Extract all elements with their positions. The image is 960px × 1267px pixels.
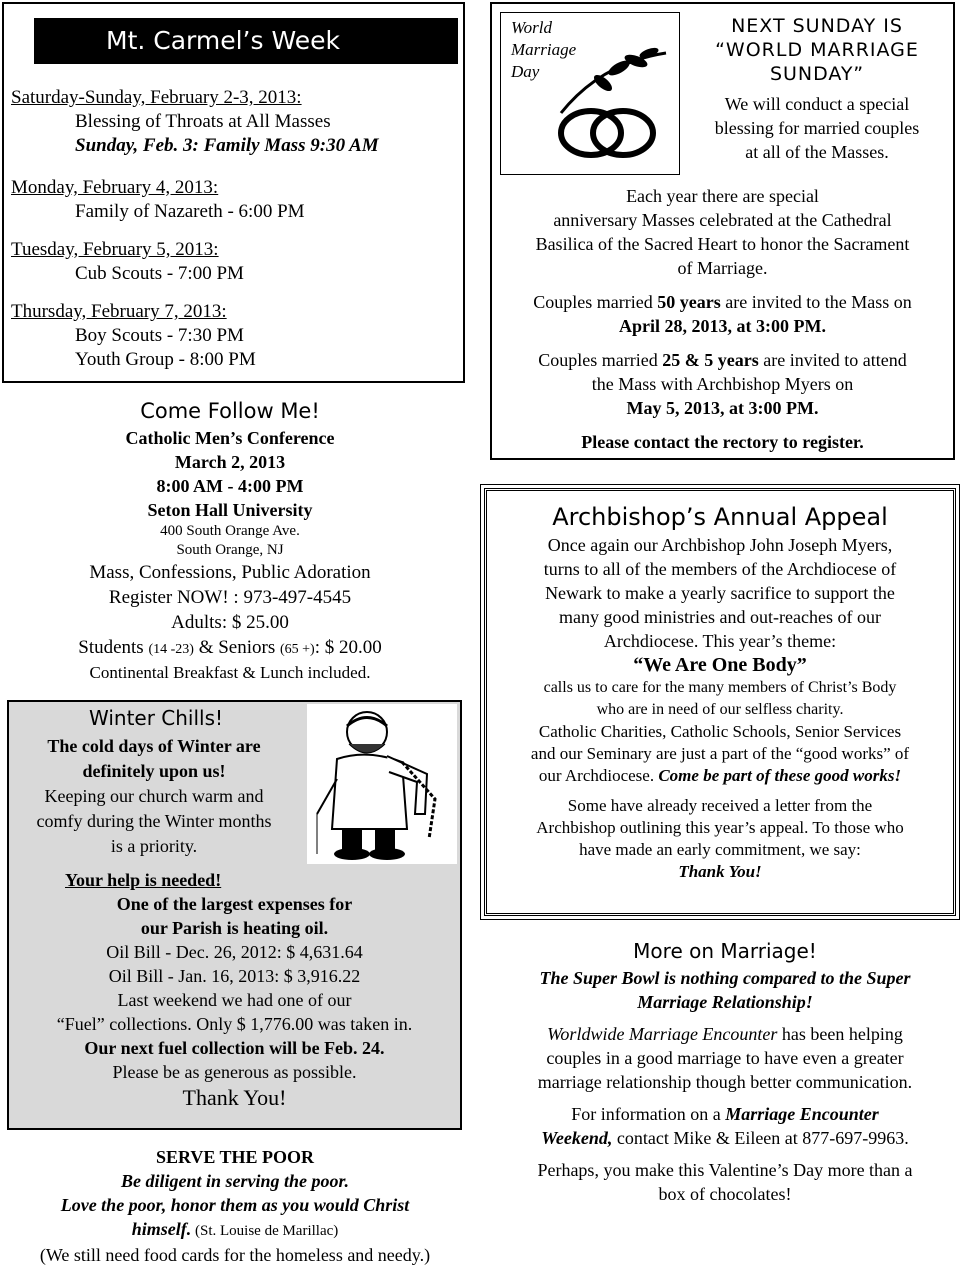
appeal-line: Archbishop outlining this year’s appeal. To those who: [536, 818, 904, 837]
super-bowl-line: The Super Bowl is nothing compared to the Super: [539, 968, 911, 988]
expense-line: One of the largest expenses for: [116, 894, 353, 914]
valentine-line: Perhaps, you make this Valentine’s Day more than a: [537, 1160, 913, 1180]
couples-50: Couples married 50 years are invited to the Mass on: [533, 292, 912, 312]
appeal-line: our Archdiocese. Come be part of these good works!: [538, 766, 902, 785]
blessing-line: blessing for married couples: [714, 118, 920, 138]
encounter-line: Worldwide Marriage Encounter has been helping: [547, 1024, 903, 1044]
section-title: More on Marriage!: [633, 939, 817, 963]
section-title: Come Follow Me!: [140, 399, 320, 423]
event-venue: Seton Hall University: [147, 500, 313, 520]
event-name: Catholic Men’s Conference: [125, 428, 335, 448]
encounter-line: marriage relationship though better communication.: [537, 1072, 913, 1092]
world-marriage-day-logo: World Marriage Day: [500, 12, 680, 175]
super-bowl-line: Marriage Relationship!: [637, 992, 813, 1012]
meals-note: Continental Breakfast & Lunch included.: [89, 663, 371, 682]
event-activities: Mass, Confessions, Public Adoration: [89, 562, 371, 583]
week-item-heading: Monday, February 4, 2013:: [11, 177, 219, 198]
section-title: Archbishop’s Annual Appeal: [552, 503, 888, 531]
blessing-line: We will conduct a special: [724, 94, 910, 114]
anniversary-line: anniversary Masses celebrated at the Cathedral: [553, 210, 892, 230]
event-date: March 2, 2013: [174, 452, 286, 472]
week-item: [11, 176, 305, 224]
appeal-line: who are in need of our selfless charity.: [596, 701, 844, 718]
couples-25-line: the Mass with Archbishop Myers on: [591, 374, 854, 394]
winter-bold-line: The cold days of Winter are: [47, 736, 261, 756]
week-item: [11, 300, 256, 372]
week-item-line: Sunday, Feb. 3: Family Mass 9:30 AM: [75, 135, 379, 156]
wedding-rings-icon: [541, 43, 676, 171]
appeal-thanks: Thank You!: [678, 862, 762, 881]
week-item-line: Family of Nazareth - 6:00 PM: [75, 201, 305, 222]
serve-the-poor-section: [0, 1145, 470, 1267]
anniversary-line: of Marriage.: [677, 258, 768, 278]
ice-fisherman-illustration: [307, 704, 457, 864]
quote-line: Be diligent in serving the poor.: [120, 1171, 350, 1191]
week-banner: Mt. Carmel’s Week: [34, 18, 458, 64]
week-item: [11, 238, 244, 286]
quote-line: himself. (St. Louise de Marillac): [131, 1219, 339, 1239]
week-item-line: Youth Group - 8:00 PM: [75, 349, 256, 370]
contact-line: Weekend, contact Mike & Eileen at 877-697-9963.: [541, 1128, 909, 1148]
thank-you: Thank You!: [182, 1085, 287, 1110]
couples-50-date: April 28, 2013, at 3:00 PM.: [619, 316, 826, 336]
oil-bill: Oil Bill - Dec. 26, 2012: $ 4,631.64: [106, 942, 363, 962]
week-item-line: Cub Scouts - 7:00 PM: [75, 263, 244, 284]
appeal-line: Some have already received a letter from the: [567, 796, 873, 815]
anniversary-line: Each year there are special: [626, 186, 819, 206]
price-students: Students (14 -23) & Seniors (65 +): $ 20.00: [78, 637, 382, 658]
winter-text-line: is a priority.: [110, 836, 198, 856]
register-phone: Register NOW! : 973-497-4545: [108, 587, 352, 608]
collection-line: “Fuel” collections. Only $ 1,776.00 was taken in.: [56, 1014, 413, 1034]
event-time: 8:00 AM - 4:00 PM: [156, 476, 304, 496]
world-marriage-box: [490, 2, 955, 460]
appeal-line: Catholic Charities, Catholic Schools, Senior Services: [538, 722, 902, 741]
next-sunday-heading: SUNDAY”: [769, 63, 865, 85]
section-title: Winter Chills!: [89, 706, 224, 730]
appeal-line: and our Seminary are just a part of the “good works” of: [530, 744, 910, 763]
next-sunday-heading: “WORLD MARRIAGE: [715, 39, 919, 61]
week-item-heading: Thursday, February 7, 2013:: [11, 301, 227, 322]
appeal-line: have made an early commitment, we say:: [579, 840, 861, 859]
expense-line: our Parish is heating oil.: [140, 918, 329, 938]
contact-line: For information on a Marriage Encounter: [571, 1104, 879, 1124]
appeal-line: Newark to make a yearly sacrifice to support the: [545, 583, 895, 603]
winter-bold-line: definitely upon us!: [82, 761, 226, 781]
week-item-heading: Saturday-Sunday, February 2-3, 2013:: [11, 87, 302, 108]
week-item-heading: Tuesday, February 5, 2013:: [11, 239, 219, 260]
couples-25: Couples married 25 & 5 years are invited to attend: [538, 350, 907, 370]
mens-conference-section: [40, 396, 420, 684]
more-on-marriage-section: [490, 936, 960, 1206]
section-title: SERVE THE POOR: [155, 1147, 315, 1167]
next-collection: Our next fuel collection will be Feb. 24.: [84, 1038, 385, 1058]
appeal-theme: “We Are One Body”: [633, 654, 807, 676]
help-needed: Your help is needed!: [65, 870, 222, 890]
oil-bill: Oil Bill - Jan. 16, 2013: $ 3,916.22: [108, 966, 361, 986]
appeal-line: many good ministries and out-reaches of our: [559, 607, 881, 627]
quote-line: Love the poor, honor them as you would Christ: [60, 1195, 410, 1215]
appeal-line: Once again our Archbishop John Joseph Myers,: [547, 535, 893, 555]
food-cards-note: (We still need food cards for the homeless and needy.): [39, 1245, 431, 1265]
event-city: South Orange, NJ: [176, 542, 284, 558]
appeal-line: Archdiocese. This year’s theme:: [603, 631, 837, 651]
couples-25-date: May 5, 2013, at 3:00 PM.: [626, 398, 819, 418]
price-adults: Adults: $ 25.00: [171, 612, 289, 633]
collection-line: Last weekend we had one of our: [117, 990, 352, 1010]
week-item-line: Boy Scouts - 7:30 PM: [75, 325, 244, 346]
valentine-line: box of chocolates!: [658, 1184, 792, 1204]
week-item: [11, 86, 379, 158]
generous-note: Please be as generous as possible.: [112, 1062, 357, 1082]
appeal-line: calls us to care for the many members of Christ’s Body: [543, 679, 897, 696]
next-sunday-heading: NEXT SUNDAY IS: [731, 15, 903, 37]
winter-text-line: Keeping our church warm and: [44, 786, 264, 806]
encounter-line: couples in a good marriage to have even a greater: [546, 1048, 904, 1068]
event-address: 400 South Orange Ave.: [160, 523, 300, 539]
winter-text-line: comfy during the Winter months: [36, 811, 272, 831]
winter-chills-box: [7, 700, 462, 1130]
anniversary-line: Basilica of the Sacred Heart to honor the Sacrament: [535, 234, 910, 254]
week-item-line: Blessing of Throats at All Masses: [75, 111, 331, 132]
appeal-line: turns to all of the members of the Archdiocese of: [543, 559, 897, 579]
blessing-line: at all of the Masses.: [745, 142, 889, 162]
week-schedule-box: [2, 2, 465, 383]
annual-appeal-box: [484, 488, 956, 916]
register-contact: Please contact the rectory to register.: [581, 432, 864, 452]
